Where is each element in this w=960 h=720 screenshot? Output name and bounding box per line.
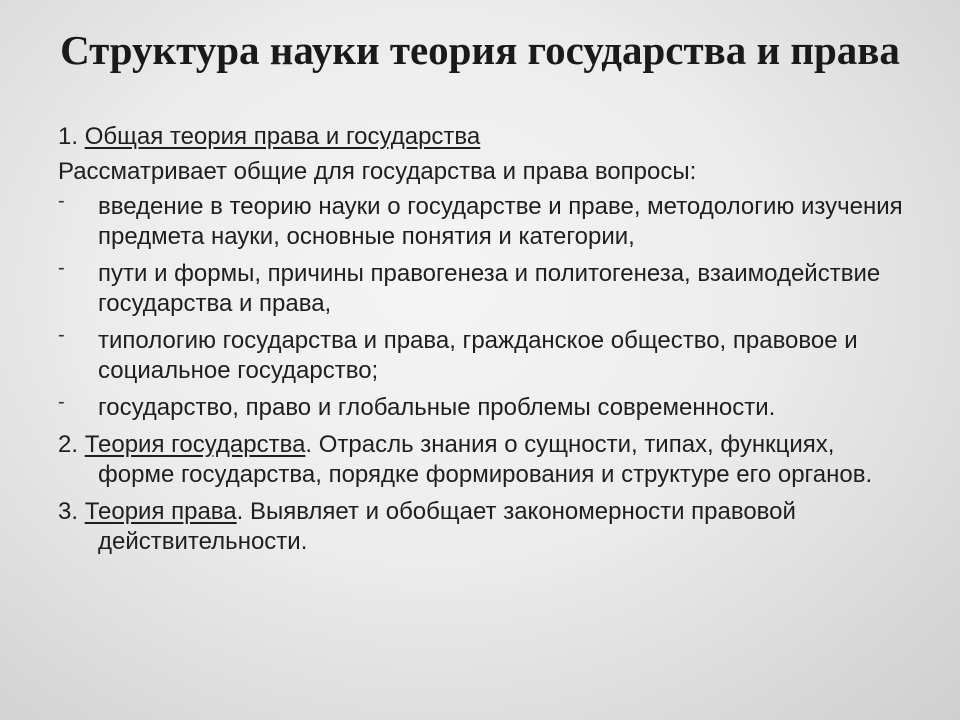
intro-text: Рассматривает общие для государства и права вопросы: [58, 158, 697, 185]
item-3 [58, 497, 908, 557]
slide-title: Структура науки теория государства и права [60, 27, 900, 73]
bullet-item [58, 393, 908, 423]
item-2-heading: Теория государства [84, 431, 306, 458]
bullet-dash: - [58, 391, 65, 413]
item-2-number: 2. [58, 431, 79, 458]
item-2-text: . Отрасль знания о сущности, типах, функциях, форме государства, порядке формирования и структуре его органов. [98, 431, 873, 488]
bullet-text: пути и формы, причины правогенеза и политогенеза, взаимодействие государства и права, [98, 260, 881, 317]
bullet-item [58, 259, 908, 319]
item-3-number: 3. [58, 498, 79, 525]
item-1 [58, 122, 908, 152]
item-3-heading: Теория права [84, 498, 237, 525]
bullet-item [58, 192, 908, 252]
item-1-number: 1. [58, 123, 79, 150]
slide-body [58, 122, 908, 564]
item-2 [58, 430, 908, 490]
bullet-text: типологию государства и права, гражданское общество, правовое и социальное государство; [98, 327, 858, 384]
bullet-text: введение в теорию науки о государстве и праве, методологию изучения предмета науки, основные понятия и категории, [98, 193, 903, 250]
bullet-dash: - [58, 190, 65, 212]
item-3-text: . Выявляет и обобщает закономерности правовой действительности. [98, 498, 796, 555]
item-1-heading: Общая теория права и государства [84, 123, 481, 150]
bullet-text: государство, право и глобальные проблемы современности. [98, 394, 776, 421]
bullet-item [58, 326, 908, 386]
bullet-dash: - [58, 324, 65, 346]
bullet-dash: - [58, 257, 65, 279]
